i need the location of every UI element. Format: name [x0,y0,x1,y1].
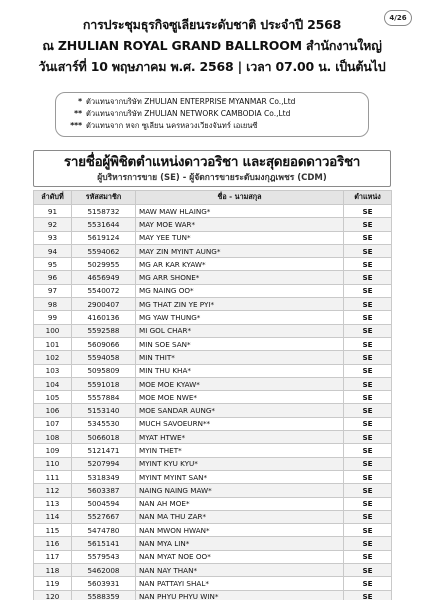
cell-rank: 96 [34,271,72,284]
cell-member-code: 5603387 [72,484,136,497]
cell-rank: 120 [34,590,72,600]
cell-position: SE [344,298,392,311]
cell-position: SE [344,258,392,271]
cell-member-code: 5531644 [72,218,136,231]
cell-position: SE [344,577,392,590]
cell-member-code: 5004594 [72,497,136,510]
cell-member-code: 5594058 [72,351,136,364]
cell-member-code: 5619124 [72,231,136,244]
legend-note [66,120,360,132]
cell-rank: 97 [34,284,72,297]
cell-rank: 104 [34,377,72,390]
legend-note [66,96,360,108]
cell-member-code: 5318349 [72,470,136,483]
event-header [0,14,424,77]
cell-full-name: MYINT MYINT SAN* [136,470,344,483]
table-row [34,550,392,563]
cell-full-name: NAN MWON HWAN* [136,524,344,537]
cell-full-name: NAING NAING MAW* [136,484,344,497]
cell-full-name: MYIN THET* [136,444,344,457]
cell-position: SE [344,337,392,350]
legend-notes-box [55,92,369,137]
cell-full-name: MG NAING OO* [136,284,344,297]
cell-member-code: 5158732 [72,205,136,218]
section-subtitle: ผู้บริหารการขาย (SE) - ผู้จัดการขายระดับมงกุฎเพชร (CDM) [97,173,327,183]
cell-position: SE [344,537,392,550]
legend-mark: *** [70,121,82,130]
cell-full-name: NAN AH MOE* [136,497,344,510]
cell-position: SE [344,457,392,470]
cell-member-code: 5540072 [72,284,136,297]
cell-full-name: NAN MA THU ZAR* [136,510,344,523]
header-rank: ลำดับที่ [34,191,72,205]
table-row [34,524,392,537]
cell-position: SE [344,417,392,430]
page-number-badge: 4/26 [384,10,412,26]
cell-position: SE [344,444,392,457]
section-heading [33,150,391,187]
cell-rank: 102 [34,351,72,364]
table-row [34,457,392,470]
cell-full-name: MAY ZIN MYINT AUNG* [136,244,344,257]
cell-full-name: MOE MOE NWE* [136,391,344,404]
cell-rank: 98 [34,298,72,311]
cell-member-code: 5603931 [72,577,136,590]
cell-position: SE [344,497,392,510]
legend-text: ตัวแทนจากบริษัท ZHULIAN NETWORK CAMBODIA Co.,Ltd [86,109,291,118]
legend-text: ตัวแทนจากบริษัท ZHULIAN ENTERPRISE MYANMAR Co.,Ltd [86,97,296,106]
cell-member-code: 5557884 [72,391,136,404]
cell-full-name: MG YAW THUNG* [136,311,344,324]
cell-member-code: 5615141 [72,537,136,550]
cell-rank: 114 [34,510,72,523]
cell-full-name: MYINT KYU KYU* [136,457,344,470]
table-row [34,258,392,271]
cell-full-name: MI GOL CHAR* [136,324,344,337]
table-row [34,298,392,311]
cell-position: SE [344,364,392,377]
table-row [34,431,392,444]
cell-position: SE [344,271,392,284]
cell-rank: 113 [34,497,72,510]
cell-position: SE [344,244,392,257]
cell-member-code: 5207994 [72,457,136,470]
cell-rank: 106 [34,404,72,417]
table-row [34,244,392,257]
cell-rank: 101 [34,337,72,350]
cell-rank: 119 [34,577,72,590]
cell-member-code: 5527667 [72,510,136,523]
cell-full-name: MOE MOE KYAW* [136,377,344,390]
cell-rank: 111 [34,470,72,483]
cell-member-code: 5121471 [72,444,136,457]
cell-position: SE [344,470,392,483]
cell-full-name: MAW MAW HLAING* [136,205,344,218]
cell-full-name: MAY MOE WAR* [136,218,344,231]
header-full-name: ชื่อ - นามสกุล [136,191,344,205]
cell-rank: 108 [34,431,72,444]
cell-position: SE [344,324,392,337]
cell-full-name: MG AR KAR KYAW* [136,258,344,271]
cell-member-code: 5588359 [72,590,136,600]
table-row [34,271,392,284]
header-position: ตำแหน่ง [344,191,392,205]
cell-rank: 92 [34,218,72,231]
table-row [34,364,392,377]
table-row [34,404,392,417]
cell-full-name: MYAT HTWE* [136,431,344,444]
cell-position: SE [344,510,392,523]
cell-full-name: NAN PHYU PHYU WIN* [136,590,344,600]
cell-position: SE [344,524,392,537]
cell-rank: 109 [34,444,72,457]
cell-rank: 94 [34,244,72,257]
cell-rank: 100 [34,324,72,337]
cell-full-name: MG ARR SHONE* [136,271,344,284]
cell-full-name: NAN MYAT NOE OO* [136,550,344,563]
section-title: รายชื่อผู้พิชิตตำแหน่งดาวอริชา และสุดยอดดาวอริชา [63,154,361,170]
table-row [34,417,392,430]
cell-full-name: MIN SOE SAN* [136,337,344,350]
cell-member-code: 5153140 [72,404,136,417]
cell-rank: 99 [34,311,72,324]
cell-full-name: NAN PATTAYI SHAL* [136,577,344,590]
cell-full-name: MIN THU KHA* [136,364,344,377]
cell-rank: 91 [34,205,72,218]
cell-member-code: 5579543 [72,550,136,563]
cell-position: SE [344,377,392,390]
table-row [34,351,392,364]
cell-position: SE [344,590,392,600]
header-member-code: รหัสสมาชิก [72,191,136,205]
cell-position: SE [344,404,392,417]
cell-position: SE [344,564,392,577]
legend-mark: * [78,97,82,106]
cell-full-name: NAN NAY THAN* [136,564,344,577]
cell-rank: 107 [34,417,72,430]
cell-rank: 105 [34,391,72,404]
roster-table [33,190,392,600]
table-row [34,377,392,390]
cell-rank: 110 [34,457,72,470]
table-row [34,205,392,218]
table-row [34,218,392,231]
table-row [34,564,392,577]
cell-member-code: 4160136 [72,311,136,324]
cell-member-code: 5474780 [72,524,136,537]
cell-rank: 117 [34,550,72,563]
cell-member-code: 5066018 [72,431,136,444]
table-row [34,497,392,510]
event-venue: ณ ZHULIAN ROYAL GRAND BALLROOM สำนักงานใหญ่ [42,38,382,53]
legend-mark: ** [74,109,82,118]
cell-rank: 115 [34,524,72,537]
table-row [34,590,392,600]
cell-member-code: 2900407 [72,298,136,311]
cell-position: SE [344,550,392,563]
table-row [34,391,392,404]
cell-member-code: 5345530 [72,417,136,430]
table-row [34,324,392,337]
cell-rank: 103 [34,364,72,377]
table-row [34,311,392,324]
legend-note [66,108,360,120]
table-row [34,337,392,350]
table-row [34,537,392,550]
cell-position: SE [344,284,392,297]
cell-rank: 93 [34,231,72,244]
cell-full-name: MUCH SAVOEURN** [136,417,344,430]
cell-position: SE [344,484,392,497]
table-row [34,284,392,297]
table-row [34,231,392,244]
cell-full-name: MAY YEE TUN* [136,231,344,244]
cell-position: SE [344,351,392,364]
cell-position: SE [344,205,392,218]
event-title: การประชุมธุรกิจซูเลียนระดับชาติ ประจำปี 2568 [82,17,342,32]
cell-full-name: MOE SANDAR AUNG* [136,404,344,417]
cell-position: SE [344,431,392,444]
cell-member-code: 5609066 [72,337,136,350]
event-datetime: วันเสาร์ที่ 10 พฤษภาคม พ.ศ. 2568 | เวลา 07.00 น. เป็นต้นไป [38,59,386,74]
table-row [34,484,392,497]
table-header-row [34,191,392,205]
cell-member-code: 5029955 [72,258,136,271]
cell-member-code: 5462008 [72,564,136,577]
table-row [34,470,392,483]
cell-rank: 118 [34,564,72,577]
legend-text: ตัวแทนจาก หจก ซูเลียน นครหลวงเวียงจันทร์ เอเยนซี [86,121,258,130]
cell-position: SE [344,231,392,244]
table-row [34,577,392,590]
table-row [34,444,392,457]
cell-member-code: 5592588 [72,324,136,337]
cell-member-code: 4656949 [72,271,136,284]
cell-rank: 116 [34,537,72,550]
cell-rank: 112 [34,484,72,497]
cell-full-name: MIN THIT* [136,351,344,364]
cell-member-code: 5591018 [72,377,136,390]
cell-rank: 95 [34,258,72,271]
cell-full-name: NAN MYA LIN* [136,537,344,550]
cell-member-code: 5095809 [72,364,136,377]
cell-member-code: 5594062 [72,244,136,257]
cell-position: SE [344,218,392,231]
cell-position: SE [344,391,392,404]
table-row [34,510,392,523]
cell-full-name: MG THAT ZIN YE PYI* [136,298,344,311]
cell-position: SE [344,311,392,324]
